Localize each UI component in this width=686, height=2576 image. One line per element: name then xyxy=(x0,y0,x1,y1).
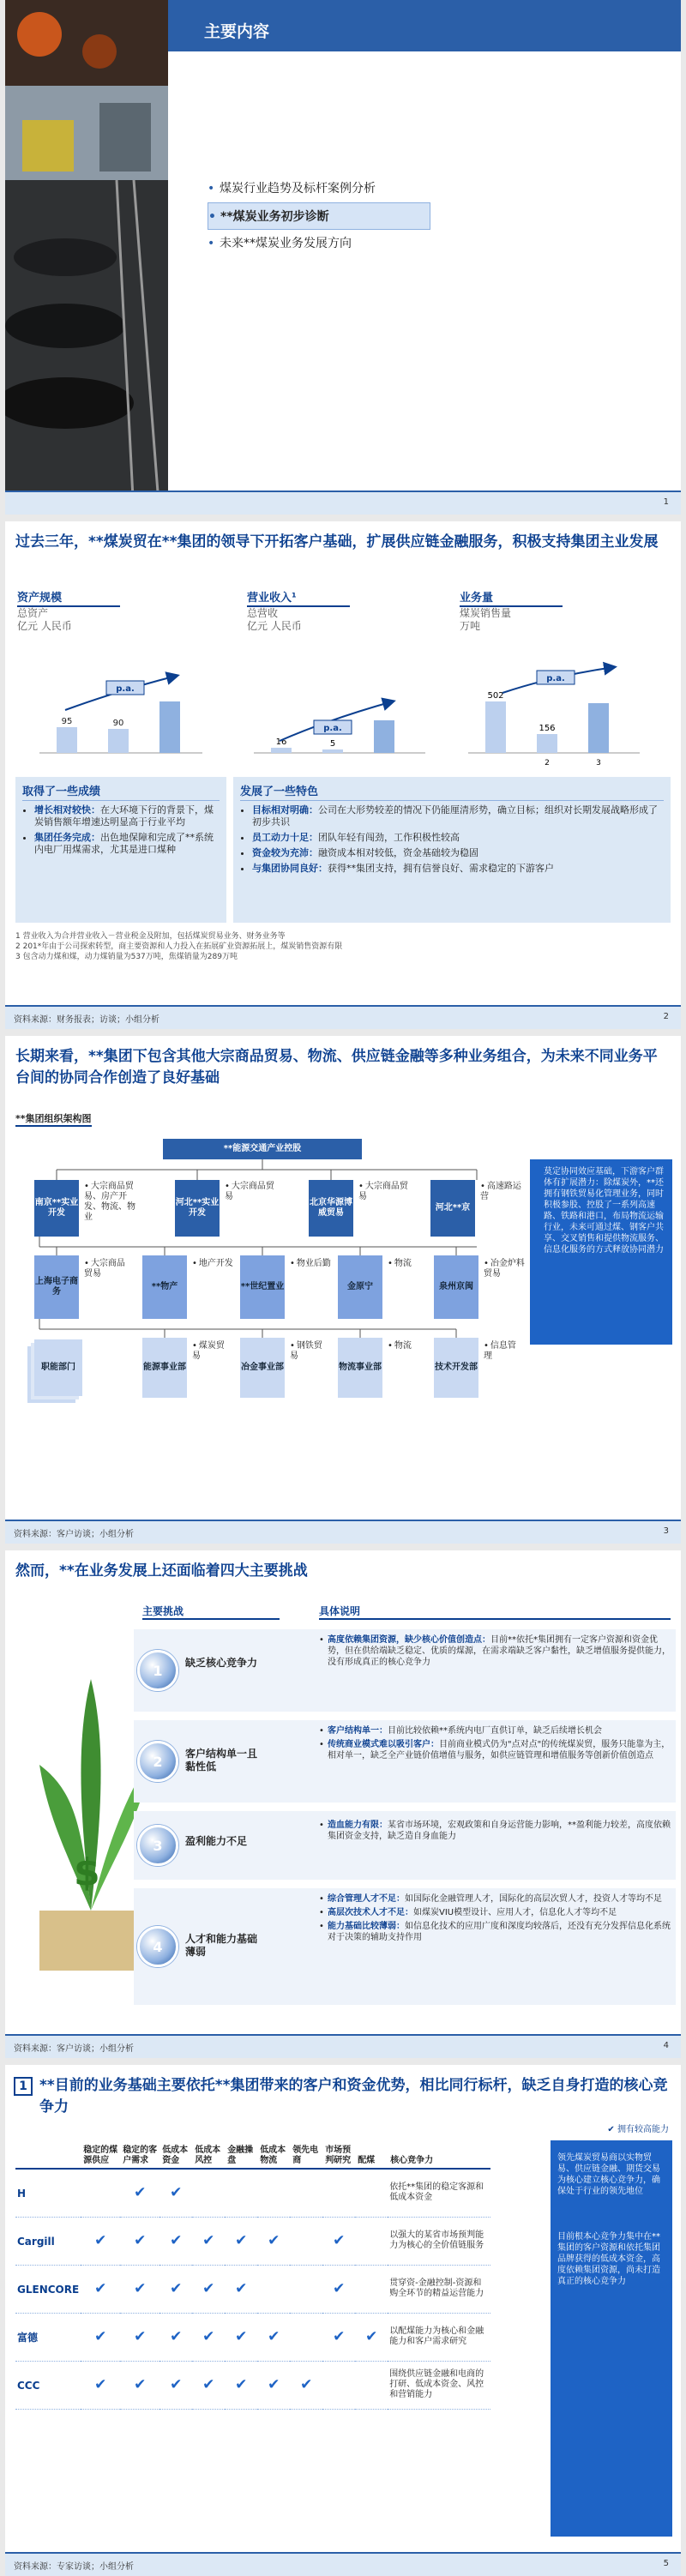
challenge-name: 盈利能力不足 xyxy=(185,1835,248,1847)
matrix-body xyxy=(15,2169,490,2409)
challenge-number: 4 xyxy=(137,1926,178,1967)
col-header: 低成本风控 xyxy=(192,2144,225,2169)
bar-vol-3 xyxy=(588,703,609,753)
company-logo: H xyxy=(15,2169,81,2217)
kpi-assets xyxy=(17,588,223,633)
org-l3-metal[interactable]: 冶金事业部 xyxy=(240,1338,285,1398)
achv-item: • 集团任务完成：出色地保障和完成了**系统内电厂用煤需求，尤其是进口煤种 xyxy=(34,832,218,856)
biz-l2-wuchan: • 地产开发 xyxy=(192,1259,233,1269)
org-l2-quanzhou[interactable]: 泉州京闽 xyxy=(434,1255,478,1319)
table-row xyxy=(15,2361,490,2409)
check-icon: ✔ xyxy=(192,2265,225,2313)
legend xyxy=(607,2122,669,2134)
empty-cell xyxy=(290,2313,322,2361)
check-icon: ✔ xyxy=(120,2169,159,2217)
matrix-header xyxy=(15,2144,490,2169)
slide-4-footer xyxy=(5,2034,681,2058)
check-icon: ✔ xyxy=(120,2265,159,2313)
check-icon: ✔ xyxy=(225,2265,257,2313)
org-l3-tech[interactable]: 技术开发部 xyxy=(434,1338,478,1398)
label-5: 5 xyxy=(329,739,336,749)
achv-title: 取得了一些成绩 xyxy=(22,782,220,801)
company-logo: CCC xyxy=(15,2361,81,2409)
feat-item: • 目标相对明确：公司在大形势较差的情况下仍能厘清形势，确立目标；组织对长期发展战略形成了初步共识 xyxy=(252,804,662,828)
check-icon: ✔ xyxy=(192,2313,225,2361)
challenge-row-2 xyxy=(134,1720,676,1803)
challenge-name: 客户结构单一且黏性低 xyxy=(185,1748,258,1773)
slide-5-title: **目前的业务基础主要依托**集团带来的客户和资金优势，相比同行标杆，缺乏自身打造的核心竞争力 xyxy=(39,2077,668,2116)
check-icon: ✔ xyxy=(159,2265,192,2313)
empty-cell xyxy=(257,2265,290,2313)
slide-5 xyxy=(5,2065,681,2576)
coal-train-photo xyxy=(5,0,168,515)
col-header: 配煤 xyxy=(355,2144,388,2169)
check-icon: ✔ xyxy=(120,2313,159,2361)
kpi-sub: 煤炭销售量 xyxy=(460,607,512,619)
feat-title: 发展了一些特色 xyxy=(240,782,664,801)
col-header: 市场预判研究 xyxy=(322,2144,355,2169)
source: 资料来源：客户访谈；小组分析 xyxy=(14,2044,134,2054)
footnotes: 1 营业收入为合并营业收入－营业税金及附加，包括煤炭贸易业务、财务业务等 2 201*年由于公司探索转型，商主要资源和人力投入在拓展矿业资源拓展上，煤炭销售资源有限 3 包含动力煤和煤，动力煤销量为537万吨，焦煤销量为289万吨 xyxy=(15,932,343,961)
table-row xyxy=(15,2265,490,2313)
achievements-box xyxy=(15,777,226,923)
feat-item: • 资金较为充沛：融资成本相对较低，资金基础较为稳固 xyxy=(252,847,662,859)
empty-cell xyxy=(322,2169,355,2217)
kpi-volume xyxy=(460,588,665,633)
empty-cell xyxy=(81,2169,120,2217)
kpi-revenue xyxy=(247,588,453,633)
check-icon: ✔ xyxy=(192,2361,225,2409)
page-number: 1 xyxy=(663,497,669,507)
core-competence: 贯穿资-金融控制-资源和购全环节的精益运营能力 xyxy=(388,2265,490,2313)
check-icon: ✔ xyxy=(257,2217,290,2265)
pa-label: p.a. xyxy=(116,684,135,694)
check-icon: ✔ xyxy=(322,2265,355,2313)
col-header: 稳定的客户需求 xyxy=(120,2144,159,2169)
details-head: 具体说明 xyxy=(319,1604,671,1620)
core-competence: 以配煤能力为核心和金融能力和客户需求研究 xyxy=(388,2313,490,2361)
org-l1-beijing[interactable]: 北京华源博威贸易 xyxy=(309,1180,353,1237)
bar-assets-3 xyxy=(159,701,180,753)
check-icon: ✔ xyxy=(159,2217,192,2265)
org-l1-nanjing[interactable]: 南京**实业开发 xyxy=(34,1180,79,1237)
challenge-number: 1 xyxy=(137,1650,178,1691)
col-header: 核心竞争力 xyxy=(388,2144,490,2169)
check-icon: ✔ xyxy=(159,2313,192,2361)
org-l3-functions[interactable]: 职能部门 xyxy=(34,1339,82,1396)
challenge-row-3 xyxy=(134,1811,676,1880)
feat-item: • 与集团协同良好：获得**集团支持，拥有信誉良好、需求稳定的下游客户 xyxy=(252,863,662,875)
check-icon: ✔ xyxy=(257,2313,290,2361)
kpi-head: 业务量 xyxy=(460,588,563,607)
kpi-bar-charts xyxy=(5,659,681,772)
check-icon: ✔ xyxy=(322,2217,355,2265)
challenge-name: 缺乏核心竞争力 xyxy=(185,1657,258,1669)
page-number: 3 xyxy=(663,1526,669,1536)
label-502: 502 xyxy=(487,691,504,701)
footnote-mark-2: 2 xyxy=(545,759,550,767)
empty-cell xyxy=(225,2169,257,2217)
kpi-sub: 总资产 xyxy=(17,607,49,619)
bar-assets-2 xyxy=(108,729,129,753)
company-logo: GLENCORE xyxy=(15,2265,81,2313)
core-competence: 围绕供应链金融和电商的打研、低成本资金、风控和营销能力 xyxy=(388,2361,490,2409)
check-icon: ✔ xyxy=(120,2361,159,2409)
bar-vol-2 xyxy=(537,734,557,753)
slide-4-title: 然而，**在业务发展上还面临着四大主要挑战 xyxy=(15,1562,308,1580)
biz-l2-jinyuan: • 物流 xyxy=(388,1259,422,1269)
check-icon: ✔ xyxy=(355,2313,388,2361)
feat-list xyxy=(233,804,671,875)
check-icon: ✔ xyxy=(81,2313,120,2361)
org-root[interactable]: **能源交通产业控股 xyxy=(163,1139,362,1159)
legend-label: 拥有较高能力 xyxy=(617,2125,669,2134)
features-box xyxy=(233,777,671,923)
label-16: 16 xyxy=(275,737,287,747)
pa-label: p.a. xyxy=(323,724,342,733)
page-number: 2 xyxy=(663,1012,669,1021)
bar-rev-2 xyxy=(322,749,343,753)
challenge-desc: • 客户结构单一：目前比较依赖**系统内电厂直供订单，缺乏后续增长机会 • 传统商业模式难以吸引客户：目前商业模式仍为"点对点"的传统煤炭贸，服务只能靠为主，相对单一，缺乏全产业链价值增值与服务，如供应链管理和增值服务等创新价值创造点 xyxy=(319,1725,671,1764)
table-row xyxy=(15,2169,490,2217)
org-l1-hebei-jing[interactable]: 河北**京 xyxy=(430,1180,475,1237)
biz-l3-tech: • 信息管理 xyxy=(484,1341,518,1362)
empty-cell xyxy=(290,2169,322,2217)
synergy-callout: 莫定协同效应基础，下游客户群体有扩展潜力：除煤炭外，**还拥有钢铁贸易化管理业务，同时积极参股、控股了一系列高速路、铁路和港口，布局物流运输行业，未来可通过煤、钢客户共享、交叉销售和提供物流服务、信息化服务的方式释放协同潜力 xyxy=(530,1159,672,1345)
kpi-sub: 总营收 xyxy=(247,607,279,619)
empty-cell xyxy=(355,2265,388,2313)
check-icon: ✔ xyxy=(81,2217,120,2265)
slide-2-title: 过去三年，**煤炭贸在**集团的领导下开拓客户基础，扩展供应链金融服务，积极支持集团主业发展 xyxy=(15,533,659,551)
side-note-2: 目前根本心竞争力集中在**集团的客户资源和依托集团品牌获得的低成本资金，高度依赖集团资源，尚未打造真正的核心竞争力 xyxy=(557,2232,660,2286)
check-icon: ✔ xyxy=(81,2265,120,2313)
feat-item: • 员工动力十足：团队年轻有闯劲，工作积极性较高 xyxy=(252,832,662,844)
challenge-desc: • 高度依赖集团资源，缺少核心价值创造点：目前**依托*集团拥有一定客户资源和资金优势，但在供给端缺乏稳定、优质的煤源，在需求端缺乏客户黏性，缺乏增值服务提供能力，没有形成真正的核心竞争力 xyxy=(319,1634,671,1670)
check-icon: ✔ xyxy=(192,2217,225,2265)
contents-menu xyxy=(208,175,430,257)
biz-l3-logistics: • 物流 xyxy=(388,1341,422,1351)
check-icon: ✔ xyxy=(290,2361,322,2409)
section-number: 1 xyxy=(14,2077,33,2096)
empty-cell xyxy=(355,2169,388,2217)
biz-l3-metal: • 钢铁贸易 xyxy=(290,1341,324,1362)
challenge-number: 3 xyxy=(137,1825,178,1866)
table-row xyxy=(15,2217,490,2265)
svg-text:$: $ xyxy=(74,1851,100,1894)
check-icon: ✔ xyxy=(159,2169,192,2217)
slide-1 xyxy=(5,0,681,515)
source: 资料来源：财务报表；访谈；小组分析 xyxy=(14,1015,159,1025)
company-logo: Cargill xyxy=(15,2217,81,2265)
org-l1-hebei[interactable]: 河北**实业开发 xyxy=(175,1180,220,1237)
label-156: 156 xyxy=(539,724,556,733)
check-icon: ✔ xyxy=(225,2313,257,2361)
core-competence: 依托**集团的稳定客源和低成本资金 xyxy=(388,2169,490,2217)
biz-l1-nanjing: • 大宗商品贸易、房产开发、物流、物业 xyxy=(84,1182,137,1223)
core-competence: 以强大的某省市场预判能力为核心的全价值链服务 xyxy=(388,2217,490,2265)
biz-l2-quanzhou: • 冶金炉料贸易 xyxy=(484,1259,525,1279)
check-icon: ✔ xyxy=(81,2361,120,2409)
challenge-number: 2 xyxy=(137,1741,178,1782)
slide-1-title: 主要内容 xyxy=(204,22,270,41)
empty-cell xyxy=(322,2361,355,2409)
achv-item: • 增长相对较快：在大环境下行的背景下，煤炭销售额年增速达明显高于行业平均 xyxy=(34,804,218,828)
org-l2-jinyuan[interactable]: 金原宁 xyxy=(338,1255,382,1319)
empty-cell xyxy=(290,2217,322,2265)
label-95: 95 xyxy=(61,717,73,726)
slide-3 xyxy=(5,1036,681,1544)
kpi-head: 资产规模 xyxy=(17,588,120,607)
challenge-desc: • 造血能力有限：某省市场环境，宏观政策和自身运营能力影响，**盈利能力较差，高度依赖集团资金支持，缺乏造自身血能力 xyxy=(319,1820,671,1845)
bar-rev-3 xyxy=(374,720,394,753)
check-icon: ✔ xyxy=(159,2361,192,2409)
source: 资料来源：专家访谈；小组分析 xyxy=(14,2562,134,2572)
kpi-head: 营业收入¹ xyxy=(247,588,350,607)
pa-label: p.a. xyxy=(546,674,565,683)
menu-item-3[interactable]: • 未来**煤炭业务发展方向 xyxy=(208,230,430,257)
source: 资料来源：客户访谈；小组分析 xyxy=(14,1530,134,1539)
empty-cell xyxy=(192,2169,225,2217)
slide-5-footer xyxy=(5,2552,681,2576)
col-header: 低成本物流 xyxy=(257,2144,290,2169)
org-l3-logistics[interactable]: 物流事业部 xyxy=(338,1338,382,1398)
org-l3-energy[interactable]: 能源事业部 xyxy=(142,1338,187,1398)
slide-2-footer xyxy=(5,1005,681,1029)
bar-rev-1 xyxy=(271,748,292,753)
org-title: **集团组织架构图 xyxy=(15,1111,92,1127)
org-l2-shanghai[interactable]: 上海电子商务 xyxy=(34,1255,79,1319)
table-row xyxy=(15,2313,490,2361)
bar-vol-1 xyxy=(485,701,506,753)
slide-4 xyxy=(5,1550,681,2058)
empty-cell xyxy=(355,2361,388,2409)
org-l2-zhiye[interactable]: **世纪置业 xyxy=(240,1255,285,1319)
menu-item-1[interactable]: • 煤炭行业趋势及标杆案例分析 xyxy=(208,175,430,202)
col-header: 领先电商 xyxy=(290,2144,322,2169)
kpi-unit: 亿元 人民币 xyxy=(17,620,72,632)
footnote-mark-3: 3 xyxy=(596,759,601,767)
org-l2-wuchan[interactable]: **物产 xyxy=(142,1255,187,1319)
empty-cell xyxy=(290,2265,322,2313)
biz-l1-hebei: • 大宗商品贸易 xyxy=(225,1182,276,1202)
side-note-1: 领先煤炭贸易商以实物贸易、供应链金融、期货交易为核心建立核心竞争力，确保处于行业的领先地位 xyxy=(557,2153,660,2196)
achv-list xyxy=(15,804,226,856)
check-icon: ✔ xyxy=(257,2361,290,2409)
col-header: 低成本资金 xyxy=(159,2144,192,2169)
check-icon: ✔ xyxy=(607,2125,615,2134)
empty-cell xyxy=(355,2217,388,2265)
challenges-head: 主要挑战 xyxy=(142,1604,280,1620)
biz-l3-energy: • 煤炭贸易 xyxy=(192,1341,226,1362)
biz-l1-beijing: • 大宗商品贸易 xyxy=(358,1182,410,1202)
biz-l1-hebei-jing: • 高速路运营 xyxy=(480,1182,523,1202)
slide-2 xyxy=(5,521,681,1029)
biz-l2-zhiye: • 物业后勤 xyxy=(290,1259,331,1269)
company-logo: 富德 xyxy=(15,2313,81,2361)
empty-cell xyxy=(257,2169,290,2217)
col-header: 稳定的煤源供应 xyxy=(81,2144,120,2169)
label-90: 90 xyxy=(112,719,124,728)
page-number: 4 xyxy=(663,2041,669,2050)
slide-3-footer xyxy=(5,1520,681,1544)
check-icon: ✔ xyxy=(225,2361,257,2409)
page-number: 5 xyxy=(663,2559,669,2568)
check-icon: ✔ xyxy=(225,2217,257,2265)
challenge-name: 人才和能力基础薄弱 xyxy=(185,1933,258,1958)
challenge-row-1 xyxy=(134,1629,676,1712)
check-icon: ✔ xyxy=(120,2217,159,2265)
capability-matrix xyxy=(15,2144,490,2410)
menu-item-2[interactable]: • **煤炭业务初步诊断 xyxy=(208,202,430,230)
challenge-row-4 xyxy=(134,1888,676,2005)
slide-1-footer xyxy=(5,491,681,515)
check-icon: ✔ xyxy=(322,2313,355,2361)
col-header: 金融操盘 xyxy=(225,2144,257,2169)
bar-assets-1 xyxy=(57,727,77,753)
slide-3-title: 长期来看，**集团下包含其他大宗商品贸易、物流、供应链金融等多种业务组合，为未来不同业务平台间的协同合作创造了良好基础 xyxy=(15,1048,658,1086)
side-panel xyxy=(551,2140,672,2537)
challenge-desc: • 综合管理人才不足：如国际化金融管理人才，国际化的高层次贸人才，投资人才等均不足 • 高层次技术人才不足：如煤炭VIU模型设计、应用人才，信息化人才等均不足 • 能力基础比较薄弱：如信息化技术的应用广度和深度均较落后，还没有充分发挥信息化系统对于决策的辅助支持作用 xyxy=(319,1893,671,1946)
biz-l2-shanghai: • 大宗商品贸易 xyxy=(84,1259,125,1279)
kpi-unit: 亿元 人民币 xyxy=(247,620,302,632)
kpi-unit: 万吨 xyxy=(460,620,481,632)
